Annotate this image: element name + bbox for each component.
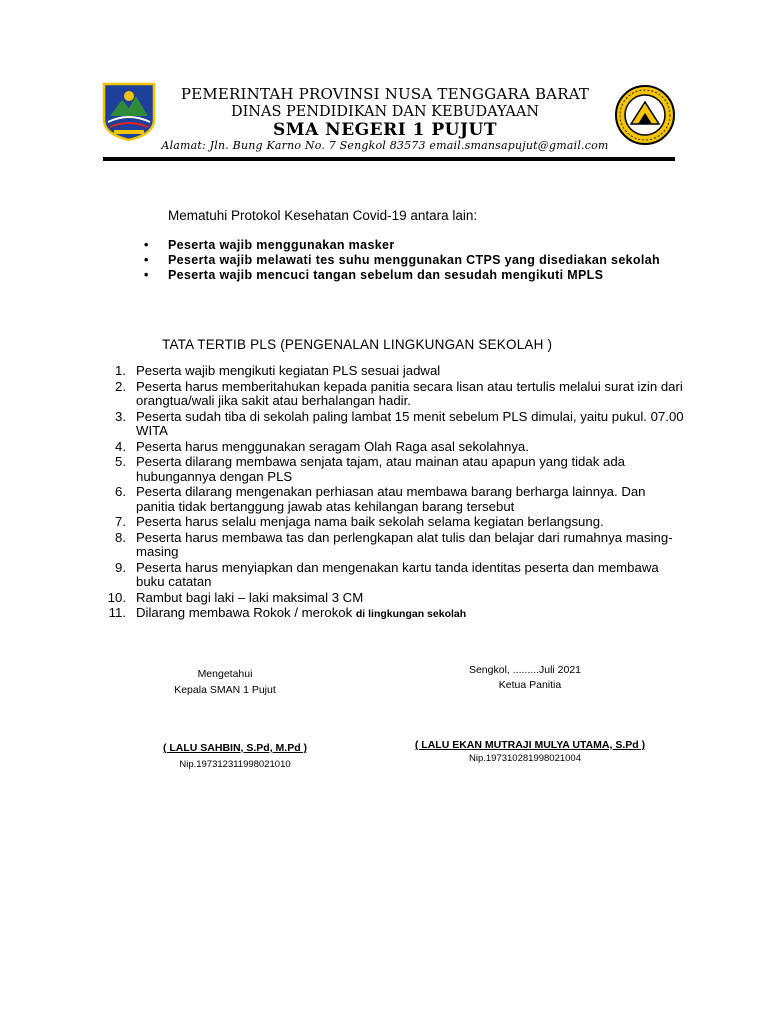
list-item: 7. Peserta harus selalu menjaga nama baik sekolah selama kegiatan berlangsung.: [115, 514, 604, 529]
sig-right-role: Ketua Panitia: [498, 679, 562, 691]
list-item: 3. Peserta sudah tiba di sekolah paling lambat 15 menit sebelum PLS dimulai, yaitu pukul. 07.00 WITA: [115, 408, 684, 438]
sig-right-name: ( LALU EKAN MUTRAJI MULYA UTAMA, S.Pd ): [414, 739, 646, 751]
letterhead-line-1: PEMERINTAH PROVINSI NUSA TENGGARA BARAT: [180, 85, 590, 103]
list-item: 11. Dilarang membawa Rokok / merokok di lingkungan sekolah: [108, 605, 467, 620]
school-name: SMA NEGERI 1 PUJUT: [272, 120, 498, 140]
letterhead-line-2: DINAS PENDIDIKAN DAN KEBUDAYAAN: [230, 104, 540, 120]
list-item: 10. Rambut bagi laki – laki maksimal 3 CM: [107, 589, 364, 605]
list-item: • Peserta wajib menggunakan masker: [144, 238, 395, 252]
sig-right-nip: Nip.197310281998021004: [469, 753, 581, 764]
rules-list: [96, 364, 686, 623]
list-item: • Peserta wajib mencuci tangan sebelum dan sesudah mengikuti MPLS: [144, 268, 604, 282]
protocol-title: Mematuhi Protokol Kesehatan Covid-19 antara lain:: [168, 208, 478, 223]
bullet-icon: •: [144, 238, 149, 252]
letterhead-divider: [103, 157, 675, 161]
sig-left-nip: Nip.197312311998021010: [179, 759, 291, 770]
school-emblem-icon: [614, 84, 676, 146]
list-item: 5. Peserta dilarang membawa senjata tajam, atau mainan atau apapun yang tidak ada hubungannya dengan PLS: [115, 454, 625, 484]
list-item: 2. Peserta harus memberitahukan kepada panitia secara lisan atau tertulis melalui surat izin dari orangtua/wali jika sakit atau berhalangan hadir.: [115, 378, 683, 408]
protocol-list: [142, 238, 682, 283]
bullet-icon: •: [144, 268, 149, 282]
list-item: 8. Peserta harus membawa tas dan perlengkapan alat tulis dan belajar dari rumahnya masing-masing: [115, 529, 673, 559]
list-item: 4. Peserta harus menggunakan seragam Olah Raga asal sekolahnya.: [115, 438, 529, 454]
sig-right-place-date: Sengkol, .........Juli 2021: [468, 664, 582, 676]
school-address: Alamat: Jln. Bung Karno No. 7 Sengkol 83573 email.smansapujut@gmail.com: [161, 139, 609, 152]
list-item: 9. Peserta harus menyiapkan dan mengenakan kartu tanda identitas peserta dan membawa buku catatan: [115, 559, 659, 589]
list-item: • Peserta wajib melawati tes suhu menggunakan CTPS yang disediakan sekolah: [144, 253, 661, 267]
sig-left-role: Kepala SMAN 1 Pujut: [174, 684, 276, 696]
rules-title: TATA TERTIB PLS (PENGENALAN LINGKUNGAN SEKOLAH ): [162, 337, 553, 352]
sig-left-name: ( LALU SAHBIN, S.Pd, M.Pd ): [162, 742, 308, 754]
list-item: 1. Peserta wajib mengikuti kegiatan PLS sesuai jadwal: [115, 363, 441, 378]
sig-left-caption: Mengetahui: [197, 668, 253, 680]
list-item: 6. Peserta dilarang mengenakan perhiasan atau membawa barang berharga lainnya. Dan panitia tidak bertanggung jawab atas kehilangan barang tersebut: [115, 484, 646, 514]
bullet-icon: •: [144, 253, 149, 267]
